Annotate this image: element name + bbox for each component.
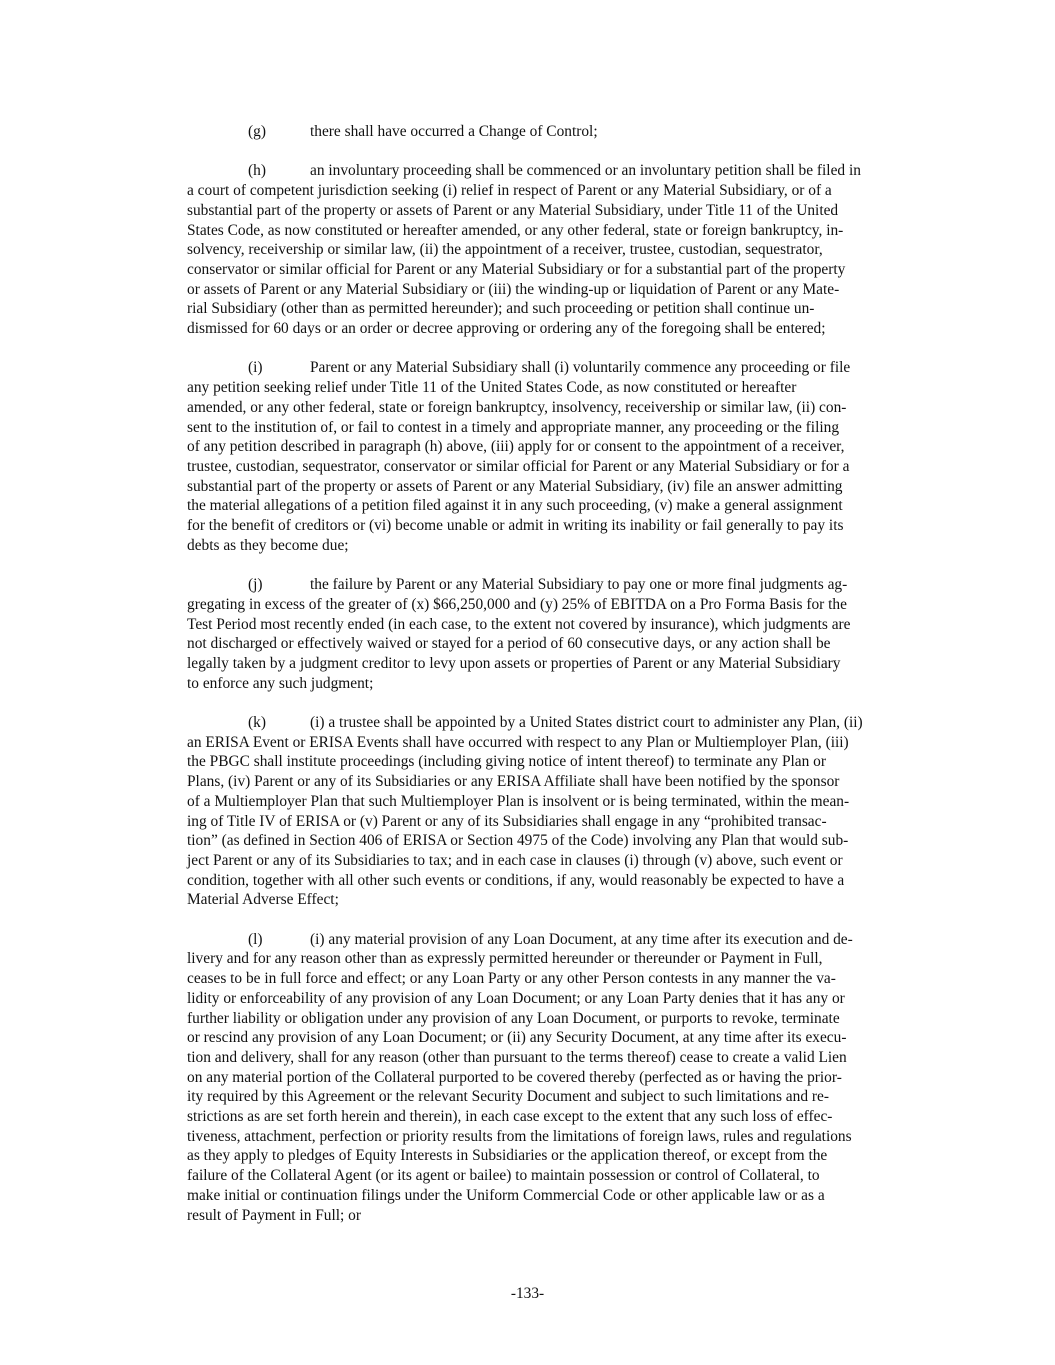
paragraph-line xyxy=(187,871,947,891)
paragraph-line xyxy=(187,575,947,595)
line-text: solvency, receivership or similar law, (ii) the appointment of a receiver, trustee, custodian, sequestrator, xyxy=(187,241,823,259)
line-text: failure of the Collateral Agent (or its agent or bailee) to maintain possession or control of Collateral, to xyxy=(187,1167,820,1185)
paragraph-line xyxy=(187,221,947,241)
line-text: substantial part of the property or assets of Parent or any Material Subsidiary, (iv) file an answer admitting xyxy=(187,477,843,495)
paragraph-line xyxy=(187,674,947,694)
paragraph-line xyxy=(187,949,947,969)
paragraph-line xyxy=(187,477,947,497)
line-text: condition, together with all other such events or conditions, if any, would reasonably be expected to have a xyxy=(187,871,845,889)
line-text: there shall have occurred a Change of Control; xyxy=(310,123,598,140)
paragraph-marker: (j) xyxy=(248,576,263,594)
paragraph-line xyxy=(187,812,947,832)
line-text: an involuntary proceeding shall be commenced or an involuntary petition shall be filed in xyxy=(310,162,861,180)
line-text: Test Period most recently ended (in each case, to the extent not covered by insurance), which judgments are xyxy=(187,615,851,633)
paragraph-line xyxy=(187,437,947,457)
paragraph-line xyxy=(187,1206,947,1226)
paragraph-line xyxy=(187,733,947,753)
paragraph-line xyxy=(187,319,947,339)
paragraph-line xyxy=(187,496,947,516)
paragraph-line xyxy=(187,378,947,398)
line-text: (i) a trustee shall be appointed by a United States district court to administer any Plan, (ii) xyxy=(310,714,863,732)
paragraph-line xyxy=(187,1127,947,1147)
line-text: for the benefit of creditors or (vi) become unable or admit in writing its inability or fail generally to pay its xyxy=(187,517,844,535)
paragraph-line xyxy=(187,1107,947,1127)
line-text: not discharged or effectively waived or stayed for a period of 60 consecutive days, or any action shall be xyxy=(187,635,831,653)
document-body xyxy=(187,122,947,1245)
line-text: amended, or any other federal, state or foreign bankruptcy, insolvency, receivership or similar law, (ii) con- xyxy=(187,398,847,416)
line-text: the PBGC shall institute proceedings (including giving notice of intent thereof) to terminate any Plan or xyxy=(187,753,827,771)
paragraph-line xyxy=(187,752,947,772)
line-text: result of Payment in Full; or xyxy=(187,1206,361,1224)
paragraph-line xyxy=(187,161,947,181)
paragraph-line xyxy=(187,969,947,989)
paragraph-line xyxy=(187,260,947,280)
paragraph-line xyxy=(187,930,947,950)
paragraph-line xyxy=(187,1087,947,1107)
paragraph-line xyxy=(187,595,947,615)
paragraph-line xyxy=(187,851,947,871)
paragraph-i xyxy=(187,358,947,555)
paragraph-marker: (h) xyxy=(248,162,266,180)
paragraph-line xyxy=(187,792,947,812)
line-text: ing of Title IV of ERISA or (v) Parent or any of its Subsidiaries shall engage in any “prohibited transac- xyxy=(187,812,827,830)
paragraph-h xyxy=(187,161,947,338)
line-text: any petition seeking relief under Title 11 of the United States Code, as now constituted or hereafter xyxy=(187,379,797,397)
paragraph-line xyxy=(187,201,947,221)
line-text: of a Multiemployer Plan that such Multiemployer Plan is insolvent or is being terminated, within the mean- xyxy=(187,792,850,810)
line-text: conservator or similar official for Parent or any Material Subsidiary or for a substantial part of the property xyxy=(187,260,846,278)
line-text: as they apply to pledges of Equity Interests in Subsidiaries or the application thereof, or except from the xyxy=(187,1147,828,1165)
line-text: make initial or continuation filings under the Uniform Commercial Code or other applicable law or as a xyxy=(187,1186,825,1204)
line-text: States Code, as now constituted or hereafter amended, or any other federal, state or foreign bankruptcy, in- xyxy=(187,221,844,239)
paragraph-line xyxy=(187,280,947,300)
paragraph-line xyxy=(187,1146,947,1166)
paragraph-line xyxy=(187,1186,947,1206)
page-number: -133- xyxy=(510,1285,545,1302)
line-text: Material Adverse Effect; xyxy=(187,891,339,909)
paragraph-line xyxy=(187,772,947,792)
paragraph-line xyxy=(187,536,947,556)
paragraph-marker: (k) xyxy=(248,714,266,732)
paragraph-line xyxy=(187,1166,947,1186)
paragraph-marker: (l) xyxy=(248,930,263,948)
paragraph-line xyxy=(187,1048,947,1068)
line-text: substantial part of the property or assets of Parent or any Material Subsidiary, under Title 11 of the United xyxy=(187,201,839,219)
paragraph-marker: (g) xyxy=(248,123,266,140)
line-text: dismissed for 60 days or an order or decree approving or ordering any of the foregoing shall be entered; xyxy=(187,320,826,338)
line-text: sent to the institution of, or fail to contest in a timely and appropriate manner, any proceeding or the filing xyxy=(187,418,840,436)
line-text: tion and delivery, shall for any reason (other than pursuant to the terms thereof) cease to create a valid Lien xyxy=(187,1048,847,1066)
paragraph-line xyxy=(187,831,947,851)
paragraph-line xyxy=(187,122,947,142)
line-text: (i) any material provision of any Loan Document, at any time after its execution and de- xyxy=(310,930,853,948)
line-text: to enforce any such judgment; xyxy=(187,674,374,692)
paragraph-line xyxy=(187,989,947,1009)
paragraph-line xyxy=(187,654,947,674)
line-text: rial Subsidiary (other than as permitted hereunder); and such proceeding or petition shall continue un- xyxy=(187,300,815,318)
line-text: of any petition described in paragraph (h) above, (iii) apply for or consent to the appointment of a receiver, xyxy=(187,438,845,456)
line-text: or rescind any provision of any Loan Document; or (ii) any Security Document, at any time after its execu- xyxy=(187,1029,847,1047)
line-text: Parent or any Material Subsidiary shall (i) voluntarily commence any proceeding or file xyxy=(310,359,851,377)
paragraph-line xyxy=(187,634,947,654)
line-text: the failure by Parent or any Material Subsidiary to pay one or more final judgments ag- xyxy=(310,576,848,594)
paragraph-line xyxy=(187,457,947,477)
paragraph-k xyxy=(187,713,947,910)
line-text: tiveness, attachment, perfection or priority results from the limitations of foreign laws, rules and regulations xyxy=(187,1127,852,1145)
paragraph-line xyxy=(187,713,947,733)
paragraph-line xyxy=(187,418,947,438)
line-text: strictions as are set forth herein and therein), in each case except to the extent that any such loss of effec- xyxy=(187,1108,833,1126)
line-text: a court of competent jurisdiction seeking (i) relief in respect of Parent or any Material Subsidiary, or of a xyxy=(187,182,832,200)
line-text: debts as they become due; xyxy=(187,536,349,554)
paragraph-line xyxy=(187,398,947,418)
paragraph-line xyxy=(187,181,947,201)
line-text: or assets of Parent or any Material Subsidiary or (iii) the winding-up or liquidation of Parent or any Mate- xyxy=(187,280,840,298)
paragraph-line xyxy=(187,240,947,260)
paragraph-line xyxy=(187,299,947,319)
line-text: ceases to be in full force and effect; or any Loan Party or any other Person contests in any manner the va- xyxy=(187,970,836,988)
paragraph-line xyxy=(187,615,947,635)
line-text: livery and for any reason other than as expressly permitted hereunder or thereunder or Payment in Full, xyxy=(187,950,823,968)
paragraph-line xyxy=(187,1068,947,1088)
line-text: ity required by this Agreement or the relevant Security Document and subject to such limitations and re- xyxy=(187,1088,829,1106)
paragraph-line xyxy=(187,358,947,378)
paragraph-line xyxy=(187,1028,947,1048)
paragraph-g xyxy=(187,122,947,142)
line-text: Plans, (iv) Parent or any of its Subsidiaries or any ERISA Affiliate shall have been notified by the sponsor xyxy=(187,773,840,791)
paragraph-line xyxy=(187,890,947,910)
line-text: on any material portion of the Collateral purported to be covered thereby (perfected as or having the prior- xyxy=(187,1068,842,1086)
line-text: legally taken by a judgment creditor to levy upon assets or properties of Parent or any Material Subsidiary xyxy=(187,654,841,672)
line-text: lidity or enforceability of any provision of any Loan Document; or any Loan Party denies that it has any or xyxy=(187,989,845,1007)
paragraph-l xyxy=(187,930,947,1226)
paragraph-marker: (i) xyxy=(248,359,263,377)
line-text: trustee, custodian, sequestrator, conservator or similar official for Parent or any Material Subsidiary or for a xyxy=(187,457,850,475)
line-text: gregating in excess of the greater of (x) $66,250,000 and (y) 25% of EBITDA on a Pro Forma Basis for the xyxy=(187,595,847,613)
paragraph-j xyxy=(187,575,947,693)
line-text: tion” (as defined in Section 406 of ERISA or Section 4975 of the Code) involving any Plan that would sub- xyxy=(187,832,849,850)
line-text: further liability or obligation under any provision of any Loan Document, or purports to revoke, terminate xyxy=(187,1009,840,1027)
paragraph-line xyxy=(187,516,947,536)
line-text: the material allegations of a petition filed against it in any such proceeding, (v) make a general assignment xyxy=(187,497,843,515)
paragraph-line xyxy=(187,1009,947,1029)
line-text: ject Parent or any of its Subsidiaries to tax; and in each case in clauses (i) through (v) above, such event or xyxy=(187,851,843,869)
line-text: an ERISA Event or ERISA Events shall have occurred with respect to any Plan or Multiemployer Plan, (iii) xyxy=(187,733,849,751)
